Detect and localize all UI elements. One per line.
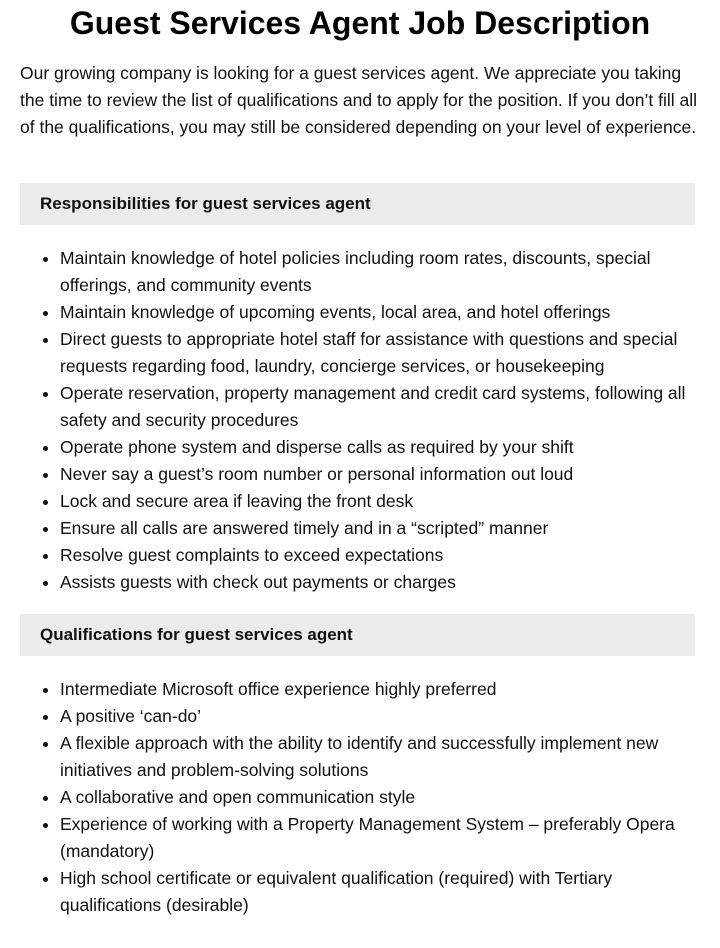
list-item: • Maintain knowledge of upcoming events, local area, and hotel offerings — [60, 299, 695, 326]
qualifications-section — [20, 614, 695, 919]
list-item: • Never say a guest’s room number or personal information out loud — [60, 461, 695, 488]
qualifications-list — [20, 676, 695, 919]
responsibilities-heading: Responsibilities for guest services agent — [20, 183, 695, 225]
list-item: • Lock and secure area if leaving the front desk — [60, 488, 695, 515]
intro-paragraph: Our growing company is looking for a guest services agent. We appreciate you taking the time to review the list of qualifications and to apply for the position. If you don’t fill all of the qualifications, you may still be considered depending on your level of experience. — [20, 63, 698, 137]
page-title: Guest Services Agent Job Description — [69, 5, 651, 41]
list-item: • A flexible approach with the ability to identify and successfully implement new initiatives and problem-solving solutions — [60, 730, 695, 784]
list-item: • Direct guests to appropriate hotel staff for assistance with questions and special requests regarding food, laundry, concierge services, or housekeeping — [60, 326, 695, 380]
list-item: • Operate phone system and disperse calls as required by your shift — [60, 434, 695, 461]
list-item: • Resolve guest complaints to exceed expectations — [60, 542, 695, 569]
qualifications-heading: Qualifications for guest services agent — [20, 614, 695, 656]
responsibilities-section — [20, 183, 695, 596]
list-item: • A collaborative and open communication style — [60, 784, 695, 811]
responsibilities-list — [20, 245, 695, 596]
list-item: • Intermediate Microsoft office experience highly preferred — [60, 676, 695, 703]
list-item: • A positive ‘can-do’ — [60, 703, 695, 730]
list-item: • High school certificate or equivalent qualification (required) with Tertiary qualifications (desirable) — [60, 865, 695, 919]
list-item: • Ensure all calls are answered timely and in a “scripted” manner — [60, 515, 695, 542]
list-item: • Maintain knowledge of hotel policies including room rates, discounts, special offerings, and community events — [60, 245, 695, 299]
list-item: • Operate reservation, property management and credit card systems, following all safety and security procedures — [60, 380, 695, 434]
list-item: • Experience of working with a Property Management System – preferably Opera (mandatory) — [60, 811, 695, 865]
list-item: • Assists guests with check out payments or charges — [60, 569, 695, 596]
